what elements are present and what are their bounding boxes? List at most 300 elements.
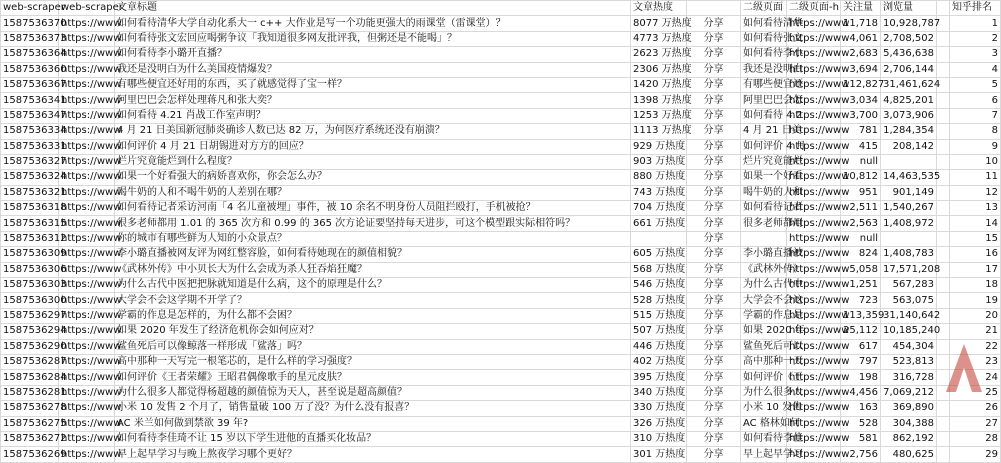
subpage-href-cell[interactable]: https://www [787, 47, 841, 62]
view-count-cell[interactable]: 901,149 [881, 185, 937, 200]
subpage-href-cell[interactable]: https://www [787, 262, 841, 277]
view-count-cell[interactable]: 304,388 [881, 416, 937, 431]
rank-cell[interactable]: 16 [950, 247, 1001, 262]
url-cell[interactable]: https://www [59, 31, 115, 46]
url-cell[interactable]: https://www [59, 339, 115, 354]
empty-cell[interactable] [937, 278, 950, 293]
follow-count-cell[interactable]: 4,456 [841, 385, 881, 400]
subpage-cell[interactable]: 李小璐直播被 [741, 247, 787, 262]
subpage-href-cell[interactable]: https://www [787, 293, 841, 308]
share-cell[interactable]: 分享 [687, 401, 741, 416]
id-cell[interactable]: 1587536370 [1, 16, 59, 31]
rank-cell[interactable]: 11 [950, 170, 1001, 185]
rank-cell[interactable]: 2 [950, 31, 1001, 46]
title-cell[interactable]: 学霸的作息是怎样的，为什么都不会困？ [115, 308, 631, 323]
heat-cell[interactable]: 507 万热度 [631, 324, 687, 339]
id-cell[interactable]: 1587536318 [1, 201, 59, 216]
rank-cell[interactable]: 5 [950, 77, 1001, 92]
heat-cell[interactable]: 515 万热度 [631, 308, 687, 323]
subpage-href-cell[interactable]: https://www [787, 447, 841, 462]
title-cell[interactable]: 我还是没明白为什么美国疫情爆发？ [115, 62, 631, 77]
url-cell[interactable]: https://www [59, 385, 115, 400]
follow-count-cell[interactable]: 2,683 [841, 47, 881, 62]
title-cell[interactable]: 如何看待清华大学自动化系大一 c++ 大作业是写一个功能更强大的雨课堂（雷课堂）？ [115, 16, 631, 31]
subpage-cell[interactable]: 阿里巴巴会怎 [741, 93, 787, 108]
url-cell[interactable]: https://www [59, 293, 115, 308]
title-cell[interactable]: 烂片究竟能烂到什么程度？ [115, 154, 631, 169]
share-cell[interactable]: 分享 [687, 62, 741, 77]
rank-cell[interactable]: 18 [950, 278, 1001, 293]
url-cell[interactable]: https://www [59, 308, 115, 323]
url-cell[interactable]: https://www [59, 93, 115, 108]
subpage-cell[interactable]: 很多老师都用 [741, 216, 787, 231]
follow-count-cell[interactable]: 415 [841, 139, 881, 154]
share-cell[interactable]: 分享 [687, 139, 741, 154]
share-cell[interactable]: 分享 [687, 416, 741, 431]
url-cell[interactable]: https://www [59, 77, 115, 92]
view-count-cell[interactable] [881, 154, 937, 169]
id-cell[interactable]: 1587536341 [1, 93, 59, 108]
view-count-cell[interactable]: 1,408,783 [881, 247, 937, 262]
subpage-cell[interactable]: 如何看待李小 [741, 47, 787, 62]
rank-cell[interactable]: 22 [950, 339, 1001, 354]
view-count-cell[interactable]: 523,813 [881, 354, 937, 369]
follow-count-cell[interactable]: 617 [841, 339, 881, 354]
subpage-cell[interactable]: 鲨鱼死后可以 [741, 339, 787, 354]
title-cell[interactable]: 4 月 21 日美国新冠肺炎确诊人数已达 82 万，为何医疗系统还没有崩溃？ [115, 124, 631, 139]
rank-cell[interactable]: 8 [950, 124, 1001, 139]
follow-count-cell[interactable]: 198 [841, 370, 881, 385]
url-cell[interactable]: https://www [59, 201, 115, 216]
share-cell[interactable]: 分享 [687, 324, 741, 339]
url-cell[interactable]: https://www [59, 431, 115, 446]
header-cell[interactable]: 知乎排名 [950, 1, 1001, 16]
subpage-cell[interactable]: 高中那种一天 [741, 354, 787, 369]
subpage-href-cell[interactable]: https://www [787, 93, 841, 108]
url-cell[interactable]: https://www [59, 139, 115, 154]
share-cell[interactable]: 分享 [687, 354, 741, 369]
rank-cell[interactable]: 24 [950, 370, 1001, 385]
title-cell[interactable]: 如何看待张文宏回应喝粥争议「我知道很多网友批评我，但粥还是不能喝」？ [115, 31, 631, 46]
heat-cell[interactable]: 301 万热度 [631, 447, 687, 462]
view-count-cell[interactable]: 2,706,144 [881, 62, 937, 77]
subpage-cell[interactable] [741, 231, 787, 246]
share-cell[interactable]: 分享 [687, 31, 741, 46]
rank-cell[interactable]: 29 [950, 447, 1001, 462]
share-cell[interactable]: 分享 [687, 431, 741, 446]
follow-count-cell[interactable]: 10,812 [841, 170, 881, 185]
follow-count-cell[interactable]: 951 [841, 185, 881, 200]
header-cell[interactable]: web-scraper [59, 1, 115, 16]
view-count-cell[interactable]: 17,571,208 [881, 262, 937, 277]
subpage-cell[interactable]: 如果一个好看 [741, 170, 787, 185]
view-count-cell[interactable]: 1,540,267 [881, 201, 937, 216]
id-cell[interactable]: 1587536294 [1, 324, 59, 339]
heat-cell[interactable]: 340 万热度 [631, 385, 687, 400]
share-cell[interactable]: 分享 [687, 201, 741, 216]
heat-cell[interactable]: 929 万热度 [631, 139, 687, 154]
title-cell[interactable]: 为什么古代中医把把脉就知道是什么病，这个的原理是什么？ [115, 278, 631, 293]
subpage-cell[interactable]: 《武林外传》 [741, 262, 787, 277]
empty-cell[interactable] [937, 154, 950, 169]
heat-cell[interactable]: 1420 万热度 [631, 77, 687, 92]
follow-count-cell[interactable]: null [841, 231, 881, 246]
id-cell[interactable]: 1587536290 [1, 339, 59, 354]
rank-cell[interactable]: 14 [950, 216, 1001, 231]
header-cell[interactable]: web-scraper [1, 1, 59, 16]
share-cell[interactable]: 分享 [687, 262, 741, 277]
follow-count-cell[interactable]: 528 [841, 416, 881, 431]
id-cell[interactable]: 1587536373 [1, 31, 59, 46]
share-cell[interactable]: 分享 [687, 278, 741, 293]
empty-cell[interactable] [937, 447, 950, 462]
empty-cell[interactable] [937, 416, 950, 431]
subpage-cell[interactable]: 喝牛奶的人和 [741, 185, 787, 200]
rank-cell[interactable]: 12 [950, 185, 1001, 200]
id-cell[interactable]: 1587536364 [1, 47, 59, 62]
id-cell[interactable]: 1587536331 [1, 139, 59, 154]
empty-cell[interactable] [937, 93, 950, 108]
url-cell[interactable]: https://www [59, 124, 115, 139]
heat-cell[interactable]: 880 万热度 [631, 170, 687, 185]
empty-cell[interactable] [937, 139, 950, 154]
title-cell[interactable]: 大学会不会这学期不开学了？ [115, 293, 631, 308]
id-cell[interactable]: 1587536315 [1, 216, 59, 231]
view-count-cell[interactable]: 7,069,212 [881, 385, 937, 400]
header-cell[interactable] [937, 1, 950, 16]
id-cell[interactable]: 1587536327 [1, 154, 59, 169]
subpage-cell[interactable]: 如何看待张文 [741, 31, 787, 46]
url-cell[interactable]: https://www [59, 416, 115, 431]
empty-cell[interactable] [937, 293, 950, 308]
subpage-cell[interactable]: 大学会不会这 [741, 293, 787, 308]
title-cell[interactable]: 如何看待 4.21 肖战工作室声明？ [115, 108, 631, 123]
subpage-cell[interactable]: 如何评价 4 月 [741, 139, 787, 154]
subpage-href-cell[interactable]: https://www [787, 354, 841, 369]
subpage-href-cell[interactable]: https://www [787, 124, 841, 139]
heat-cell[interactable]: 546 万热度 [631, 278, 687, 293]
subpage-href-cell[interactable]: https://www [787, 31, 841, 46]
id-cell[interactable]: 1587536300 [1, 293, 59, 308]
subpage-cell[interactable]: 如何看待 4.2 [741, 108, 787, 123]
title-cell[interactable]: 小米 10 发售 2 个月了，销售量破 100 万了没？为什么没有报喜？ [115, 401, 631, 416]
view-count-cell[interactable]: 31,461,624 [881, 77, 937, 92]
id-cell[interactable]: 1587536278 [1, 401, 59, 416]
follow-count-cell[interactable]: 1,251 [841, 278, 881, 293]
id-cell[interactable]: 1587536347 [1, 108, 59, 123]
share-cell[interactable]: 分享 [687, 170, 741, 185]
view-count-cell[interactable]: 563,075 [881, 293, 937, 308]
share-cell[interactable]: 分享 [687, 385, 741, 400]
title-cell[interactable]: 很多老师都用 1.01 的 365 次方和 0.99 的 365 次方论证要坚持每天进步，可这个模型跟实际相符吗？ [115, 216, 631, 231]
subpage-href-cell[interactable]: https://www [787, 385, 841, 400]
heat-cell[interactable]: 2306 万热度 [631, 62, 687, 77]
view-count-cell[interactable] [881, 231, 937, 246]
follow-count-cell[interactable]: 781 [841, 124, 881, 139]
follow-count-cell[interactable]: 824 [841, 247, 881, 262]
subpage-href-cell[interactable]: https://www [787, 247, 841, 262]
follow-count-cell[interactable]: 11,718 [841, 16, 881, 31]
view-count-cell[interactable]: 4,825,201 [881, 93, 937, 108]
share-cell[interactable]: 分享 [687, 16, 741, 31]
empty-cell[interactable] [937, 124, 950, 139]
url-cell[interactable]: https://www [59, 447, 115, 462]
url-cell[interactable]: https://www [59, 247, 115, 262]
rank-cell[interactable]: 1 [950, 16, 1001, 31]
id-cell[interactable]: 1587536309 [1, 247, 59, 262]
follow-count-cell[interactable]: 2,563 [841, 216, 881, 231]
follow-count-cell[interactable]: 2,756 [841, 447, 881, 462]
subpage-href-cell[interactable]: https://www [787, 62, 841, 77]
title-cell[interactable]: 你的城市有哪些鲜为人知的小众景点？ [115, 231, 631, 246]
url-cell[interactable]: https://www [59, 216, 115, 231]
heat-cell[interactable]: 8077 万热度 [631, 16, 687, 31]
rank-cell[interactable]: 21 [950, 324, 1001, 339]
url-cell[interactable]: https://www [59, 354, 115, 369]
rank-cell[interactable]: 3 [950, 47, 1001, 62]
empty-cell[interactable] [937, 47, 950, 62]
share-cell[interactable]: 分享 [687, 185, 741, 200]
heat-cell[interactable]: 1398 万热度 [631, 93, 687, 108]
rank-cell[interactable]: 17 [950, 262, 1001, 277]
header-cell[interactable]: 文章标题 [115, 1, 631, 16]
id-cell[interactable]: 1587536272 [1, 431, 59, 446]
title-cell[interactable]: 鲨鱼死后可以像鲸落一样形成「鲨落」吗？ [115, 339, 631, 354]
rank-cell[interactable]: 25 [950, 385, 1001, 400]
follow-count-cell[interactable]: 5,058 [841, 262, 881, 277]
heat-cell[interactable]: 661 万热度 [631, 216, 687, 231]
rank-cell[interactable]: 13 [950, 201, 1001, 216]
share-cell[interactable]: 分享 [687, 154, 741, 169]
heat-cell[interactable]: 528 万热度 [631, 293, 687, 308]
subpage-cell[interactable]: 我还是没明白 [741, 62, 787, 77]
subpage-href-cell[interactable]: https://www [787, 431, 841, 446]
url-cell[interactable]: https://www [59, 170, 115, 185]
title-cell[interactable]: AC 米兰如何做到禁欲 39 年? [115, 416, 631, 431]
share-cell[interactable]: 分享 [687, 447, 741, 462]
id-cell[interactable]: 1587536306 [1, 262, 59, 277]
subpage-href-cell[interactable]: https://www [787, 170, 841, 185]
header-cell[interactable]: 二级页面 [741, 1, 787, 16]
subpage-cell[interactable]: 如何评价《王 [741, 370, 787, 385]
url-cell[interactable]: https://www [59, 47, 115, 62]
empty-cell[interactable] [937, 247, 950, 262]
follow-count-cell[interactable]: 723 [841, 293, 881, 308]
view-count-cell[interactable]: 1,284,354 [881, 124, 937, 139]
view-count-cell[interactable]: 567,283 [881, 278, 937, 293]
rank-cell[interactable]: 28 [950, 431, 1001, 446]
heat-cell[interactable]: 1253 万热度 [631, 108, 687, 123]
view-count-cell[interactable]: 14,463,535 [881, 170, 937, 185]
share-cell[interactable]: 分享 [687, 47, 741, 62]
id-cell[interactable]: 1587536275 [1, 416, 59, 431]
heat-cell[interactable]: 4773 万热度 [631, 31, 687, 46]
title-cell[interactable]: 如何看待李佳琦不让 15 岁以下学生进他的直播买化妆品？ [115, 431, 631, 446]
follow-count-cell[interactable]: 4,061 [841, 31, 881, 46]
subpage-href-cell[interactable]: https://www [787, 401, 841, 416]
follow-count-cell[interactable]: 3,700 [841, 108, 881, 123]
view-count-cell[interactable]: 862,192 [881, 431, 937, 446]
follow-count-cell[interactable]: 112,827 [841, 77, 881, 92]
id-cell[interactable]: 1587536334 [1, 124, 59, 139]
view-count-cell[interactable]: 480,625 [881, 447, 937, 462]
url-cell[interactable]: https://www [59, 401, 115, 416]
heat-cell[interactable]: 310 万热度 [631, 431, 687, 446]
header-cell[interactable]: 浏览量 [881, 1, 937, 16]
follow-count-cell[interactable]: 797 [841, 354, 881, 369]
follow-count-cell[interactable]: 581 [841, 431, 881, 446]
title-cell[interactable]: 如何评价 4 月 21 日胡锡进对方方的回应？ [115, 139, 631, 154]
follow-count-cell[interactable]: 25,112 [841, 324, 881, 339]
title-cell[interactable]: 阿里巴巴会怎样处理蒋凡和张大奕？ [115, 93, 631, 108]
url-cell[interactable]: https://www [59, 231, 115, 246]
subpage-href-cell[interactable]: https://www [787, 201, 841, 216]
view-count-cell[interactable]: 10,185,240 [881, 324, 937, 339]
title-cell[interactable]: 如果 2020 年发生了经济危机你会如何应对？ [115, 324, 631, 339]
subpage-href-cell[interactable]: https://www [787, 154, 841, 169]
url-cell[interactable]: https://www [59, 108, 115, 123]
subpage-cell[interactable]: 如何看待记者 [741, 201, 787, 216]
title-cell[interactable]: 有哪些便宜还好用的东西，买了就感觉得了宝一样？ [115, 77, 631, 92]
id-cell[interactable]: 1587536297 [1, 308, 59, 323]
heat-cell[interactable] [631, 231, 687, 246]
heat-cell[interactable]: 330 万热度 [631, 401, 687, 416]
id-cell[interactable]: 1587536367 [1, 77, 59, 92]
heat-cell[interactable]: 605 万热度 [631, 247, 687, 262]
subpage-href-cell[interactable]: https://www [787, 216, 841, 231]
share-cell[interactable]: 分享 [687, 108, 741, 123]
follow-count-cell[interactable]: null [841, 154, 881, 169]
heat-cell[interactable]: 2623 万热度 [631, 47, 687, 62]
empty-cell[interactable] [937, 185, 950, 200]
rank-cell[interactable]: 19 [950, 293, 1001, 308]
heat-cell[interactable]: 326 万热度 [631, 416, 687, 431]
id-cell[interactable]: 1587536321 [1, 185, 59, 200]
view-count-cell[interactable]: 316,728 [881, 370, 937, 385]
empty-cell[interactable] [937, 431, 950, 446]
view-count-cell[interactable]: 454,304 [881, 339, 937, 354]
subpage-cell[interactable]: 如果 2020 年 [741, 324, 787, 339]
subpage-cell[interactable]: 有哪些便宜还 [741, 77, 787, 92]
url-cell[interactable]: https://www [59, 278, 115, 293]
heat-cell[interactable]: 1113 万热度 [631, 124, 687, 139]
share-cell[interactable]: 分享 [687, 124, 741, 139]
header-cell[interactable] [687, 1, 741, 16]
url-cell[interactable]: https://www [59, 370, 115, 385]
empty-cell[interactable] [937, 231, 950, 246]
id-cell[interactable]: 1587536324 [1, 170, 59, 185]
view-count-cell[interactable]: 2,708,502 [881, 31, 937, 46]
rank-cell[interactable]: 9 [950, 139, 1001, 154]
heat-cell[interactable]: 402 万热度 [631, 354, 687, 369]
rank-cell[interactable]: 20 [950, 308, 1001, 323]
subpage-href-cell[interactable]: https://www [787, 370, 841, 385]
subpage-cell[interactable]: 如何看待李佳 [741, 431, 787, 446]
subpage-cell[interactable]: 4 月 21 日美 [741, 124, 787, 139]
id-cell[interactable]: 1587536269 [1, 447, 59, 462]
empty-cell[interactable] [937, 31, 950, 46]
share-cell[interactable]: 分享 [687, 231, 741, 246]
subpage-cell[interactable]: 烂片究竟能烂 [741, 154, 787, 169]
follow-count-cell[interactable]: 3,694 [841, 62, 881, 77]
url-cell[interactable]: https://www [59, 154, 115, 169]
subpage-href-cell[interactable]: https://www [787, 339, 841, 354]
url-cell[interactable]: https://www [59, 62, 115, 77]
subpage-href-cell[interactable]: https://www [787, 308, 841, 323]
follow-count-cell[interactable]: 3,034 [841, 93, 881, 108]
subpage-cell[interactable]: AC 格林如何 [741, 416, 787, 431]
rank-cell[interactable]: 27 [950, 416, 1001, 431]
subpage-cell[interactable]: 小米 10 发售 [741, 401, 787, 416]
rank-cell[interactable]: 10 [950, 154, 1001, 169]
subpage-href-cell[interactable]: https://www [787, 108, 841, 123]
subpage-href-cell[interactable]: https://www [787, 231, 841, 246]
view-count-cell[interactable]: 31,140,642 [881, 308, 937, 323]
share-cell[interactable]: 分享 [687, 370, 741, 385]
subpage-href-cell[interactable]: https://www [787, 324, 841, 339]
id-cell[interactable]: 1587536303 [1, 278, 59, 293]
id-cell[interactable]: 1587536281 [1, 385, 59, 400]
id-cell[interactable]: 1587536360 [1, 62, 59, 77]
rank-cell[interactable]: 15 [950, 231, 1001, 246]
view-count-cell[interactable]: 5,436,638 [881, 47, 937, 62]
subpage-href-cell[interactable]: https://www [787, 185, 841, 200]
view-count-cell[interactable]: 3,073,906 [881, 108, 937, 123]
header-cell[interactable]: 关注量 [841, 1, 881, 16]
subpage-href-cell[interactable]: https://www [787, 278, 841, 293]
rank-cell[interactable]: 7 [950, 108, 1001, 123]
subpage-href-cell[interactable]: https://www [787, 139, 841, 154]
view-count-cell[interactable]: 10,928,787 [881, 16, 937, 31]
follow-count-cell[interactable]: 2,511 [841, 201, 881, 216]
id-cell[interactable]: 1587536287 [1, 354, 59, 369]
follow-count-cell[interactable]: 163 [841, 401, 881, 416]
follow-count-cell[interactable]: 113,359 [841, 308, 881, 323]
title-cell[interactable]: 《武林外传》中小贝长大为什么会成为杀人狂吞焰狂魔？ [115, 262, 631, 277]
share-cell[interactable]: 分享 [687, 216, 741, 231]
subpage-cell[interactable]: 为什么很多人 [741, 385, 787, 400]
header-cell[interactable]: 二级页面-h [787, 1, 841, 16]
view-count-cell[interactable]: 1,408,972 [881, 216, 937, 231]
heat-cell[interactable]: 446 万热度 [631, 339, 687, 354]
url-cell[interactable]: https://www [59, 262, 115, 277]
share-cell[interactable]: 分享 [687, 93, 741, 108]
id-cell[interactable]: 1587536312 [1, 231, 59, 246]
empty-cell[interactable] [937, 401, 950, 416]
title-cell[interactable]: 如何评价《王者荣耀》王昭君偶像歌手的星元皮肤？ [115, 370, 631, 385]
share-cell[interactable]: 分享 [687, 77, 741, 92]
empty-cell[interactable] [937, 108, 950, 123]
subpage-href-cell[interactable]: https://www [787, 16, 841, 31]
empty-cell[interactable] [937, 62, 950, 77]
rank-cell[interactable]: 26 [950, 401, 1001, 416]
share-cell[interactable]: 分享 [687, 247, 741, 262]
subpage-href-cell[interactable]: https://www [787, 77, 841, 92]
view-count-cell[interactable]: 208,142 [881, 139, 937, 154]
heat-cell[interactable]: 395 万热度 [631, 370, 687, 385]
share-cell[interactable]: 分享 [687, 339, 741, 354]
subpage-cell[interactable]: 如何看待清华 [741, 16, 787, 31]
subpage-cell[interactable]: 为什么古代中 [741, 278, 787, 293]
rank-cell[interactable]: 6 [950, 93, 1001, 108]
empty-cell[interactable] [937, 201, 950, 216]
subpage-cell[interactable]: 学霸的作息是 [741, 308, 787, 323]
url-cell[interactable]: https://www [59, 16, 115, 31]
rank-cell[interactable]: 23 [950, 354, 1001, 369]
subpage-href-cell[interactable]: https://www [787, 416, 841, 431]
heat-cell[interactable]: 903 万热度 [631, 154, 687, 169]
title-cell[interactable]: 早上起早学习与晚上熬夜学习哪个更好？ [115, 447, 631, 462]
